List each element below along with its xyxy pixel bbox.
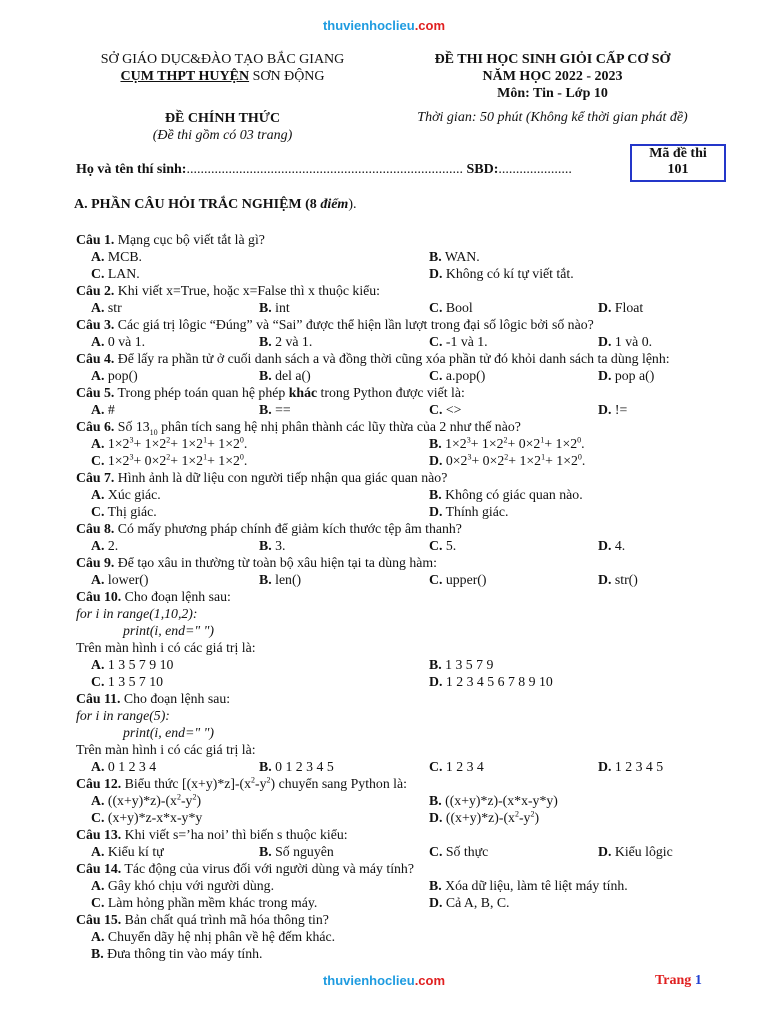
option-a: A. str [91,300,122,315]
options-row [76,299,728,316]
option-c: C. 1 2 3 4 [429,759,484,774]
options-row [76,435,728,452]
options-row [76,571,728,588]
option-b: B. Đưa thông tin vào máy tính. [91,946,263,961]
question-1: Câu 1. Mạng cục bộ viết tắt là gì? [76,232,265,247]
option-c: C. Thị giác. [91,504,157,519]
exam-code-box: Mã đề thi 101 [630,144,726,182]
options-row [76,537,728,554]
option-d: D. str() [598,572,638,587]
question-5: Câu 5. Trong phép toán quan hệ phép khác trong Python được viết là: [76,385,465,400]
option-a: A. 0 và 1. [91,334,146,349]
question-3: Câu 3. Các giá trị lôgic “Đúng” và “Sai” được thể hiện lần lượt trong đại số lôgic bởi số nào? [76,317,594,332]
school-year: NĂM HỌC 2022 - 2023 [482,69,623,84]
option-c: C. Làm hỏng phần mềm khác trong máy. [91,895,318,910]
department-name: SỞ GIÁO DỤC&ĐÀO TẠO BẮC GIANG [100,52,345,67]
site-watermark-bottom: thuvienhoclieu.com [322,973,446,988]
question-prompt: Trên màn hình i có các giá trị là: [76,742,256,757]
option-a: A. Xúc giác. [91,487,161,502]
option-a: A. $1\times 2^3+ 1\times 2^2+ 1\times 2^1+ 1\times 2^0$. [91,435,248,451]
question-12: Câu 12. Biểu thức $[(x+y)*z]-(x^2-y^2)$ chuyển sang Python là: [76,775,407,791]
options-row [76,503,728,520]
options-row [76,673,728,690]
option-c: C. Bool [429,300,473,315]
options-row [76,809,728,826]
option-b: B. 0 1 2 3 4 5 [259,759,334,774]
option-d: D. Không có kí tự viết tắt. [429,266,574,281]
option-b: B. ((x+y)*z)-(x*x-y*y) [429,793,558,808]
option-a: A. pop() [91,368,138,383]
option-d: D. pop a() [598,368,655,383]
question-4: Câu 4. Để lấy ra phần tử ở cuối danh sách a và đồng thời cũng xóa phần tử đó khỏi danh sách ta dùng lệnh: [76,351,670,366]
option-b: B. del a() [259,368,311,383]
option-c: C. Số thực [429,844,489,859]
option-b: B. WAN. [429,249,480,264]
option-d: D. 1 2 3 4 5 6 7 8 9 10 [429,674,553,689]
exam-title: ĐỀ THI HỌC SINH GIỎI CẤP CƠ SỞ [434,52,671,67]
option-b: B. 1 3 5 7 9 [429,657,494,672]
code-line: print(i, end=" ") [123,725,215,740]
header-right [395,51,710,102]
options-row [76,367,728,384]
question-9: Câu 9. Để tạo xâu in thường từ toàn bộ xâu hiện tại ta dùng hàm: [76,555,437,570]
option-b: B. == [259,402,291,417]
question-15: Câu 15. Bản chất quá trình mã hóa thông tin? [76,912,329,927]
option-d: D. Kiểu lôgic [598,844,673,859]
option-a: A. Gây khó chịu với người dùng. [91,878,275,893]
question-11: Câu 11. Cho đoạn lệnh sau: [76,691,231,706]
question-14: Câu 14. Tác động của virus đối với người dùng và máy tính? [76,861,414,876]
option-d: D. $0\times 2^3+ 0\times 2^2+ 1\times 2^1+ 1\times 2^0$. [429,452,586,468]
official-label: ĐỀ CHÍNH THỨC (Đề thi gồm có 03 trang) [152,111,293,143]
options-row [76,265,728,282]
options-row [76,928,728,945]
options-row [76,486,728,503]
option-c: C. upper() [429,572,487,587]
option-a: A. Chuyển dãy hệ nhị phân về hệ đếm khác. [91,929,336,944]
option-c: C. (x+y)*z-x*x-y*y [91,810,203,825]
option-d: D. Cả A, B, C. [429,895,510,910]
option-c: C. $1\times 2^3+ 0\times 2^2+ 1\times 2^1+ 1\times 2^0$. [91,452,248,468]
option-b: B. Xóa dữ liệu, làm tê liệt máy tính. [429,878,628,893]
options-row [76,877,728,894]
options-row [76,401,728,418]
section-heading: A. PHẦN CÂU HỎI TRẮC NGHIỆM (8 điểm). [74,197,357,212]
option-d: D. 4. [598,538,626,553]
option-d: D. 1 và 0. [598,334,653,349]
option-a: A. 2. [91,538,119,553]
option-c: C. -1 và 1. [429,334,488,349]
options-row [76,656,728,673]
code-line: for i in range(5): [76,708,170,723]
option-d: D. != [598,402,628,417]
option-a: A. 0 1 2 3 4 [91,759,157,774]
option-d: D. $((x+y)*z)-(x^2-y^2)$ [429,809,540,825]
option-b: B. 2 và 1. [259,334,313,349]
question-prompt: Trên màn hình i có các giá trị là: [76,640,256,655]
header-left [70,51,375,85]
option-c: C. 5. [429,538,457,553]
question-10: Câu 10. Cho đoạn lệnh sau: [76,589,231,604]
option-b: B. int [259,300,290,315]
option-d: D. Thính giác. [429,504,509,519]
question-7: Câu 7. Hình ảnh là dữ liệu con người tiếp nhận qua giác quan nào? [76,470,448,485]
option-c: C. LAN. [91,266,140,281]
option-c: C. <> [429,402,462,417]
option-b: B. $1\times 2^3+ 1\times 2^2+ 0\times 2^1+ 1\times 2^0$. [429,435,585,451]
option-b: B. 3. [259,538,286,553]
options-row [76,758,728,775]
question-6: Câu 6. Số $13_{10}$ phân tích sang hệ nhị phân thành các lũy thừa của 2 như thế nào? [76,419,521,437]
options-row [76,843,728,860]
option-d: D. Float [598,300,644,315]
site-watermark-top: thuvienhoclieu.com [322,18,446,33]
option-b: B. Số nguyên [259,844,334,859]
page-number: Trang 1 [655,973,702,988]
code-line: for i in range(1,10,2): [76,606,198,621]
option-a: A. # [91,402,115,417]
option-d: D. 1 2 3 4 5 [598,759,664,774]
exam-time: Thời gian: 50 phút (Không kể thời gian phát đề) [417,110,688,125]
option-b: B. Không có giác quan nào. [429,487,583,502]
option-a: A. $((x+y)*z)-(x^2-y^2)$ [91,792,202,808]
option-a: A. Kiểu kí tự [91,844,164,859]
option-a: A. lower() [91,572,149,587]
question-list [76,231,728,962]
option-b: B. len() [259,572,302,587]
candidate-line: Họ và tên thí sinh:............................................................................... SBD:..................... [76,162,572,177]
options-row [76,894,728,911]
options-row [76,248,728,265]
option-c: C. a.pop() [429,368,486,383]
school-cluster: CỤM THPT HUYỆN SƠN ĐỘNG [120,69,325,84]
subject: Môn: Tin - Lớp 10 [497,86,608,101]
code-line: print(i, end=" ") [123,623,215,638]
options-row [76,792,728,809]
options-row [76,452,728,469]
options-row [76,333,728,350]
question-13: Câu 13. Khi viết s=’ha noi’ thì biến s thuộc kiểu: [76,827,348,842]
option-a: A. 1 3 5 7 9 10 [91,657,174,672]
option-c: C. 1 3 5 7 10 [91,674,164,689]
options-row [76,945,728,962]
question-2: Câu 2. Khi viết x=True, hoặc x=False thì x thuộc kiểu: [76,283,381,298]
question-8: Câu 8. Có mấy phương pháp chính để giảm kích thước tệp âm thanh? [76,521,462,536]
option-a: A. MCB. [91,249,142,264]
